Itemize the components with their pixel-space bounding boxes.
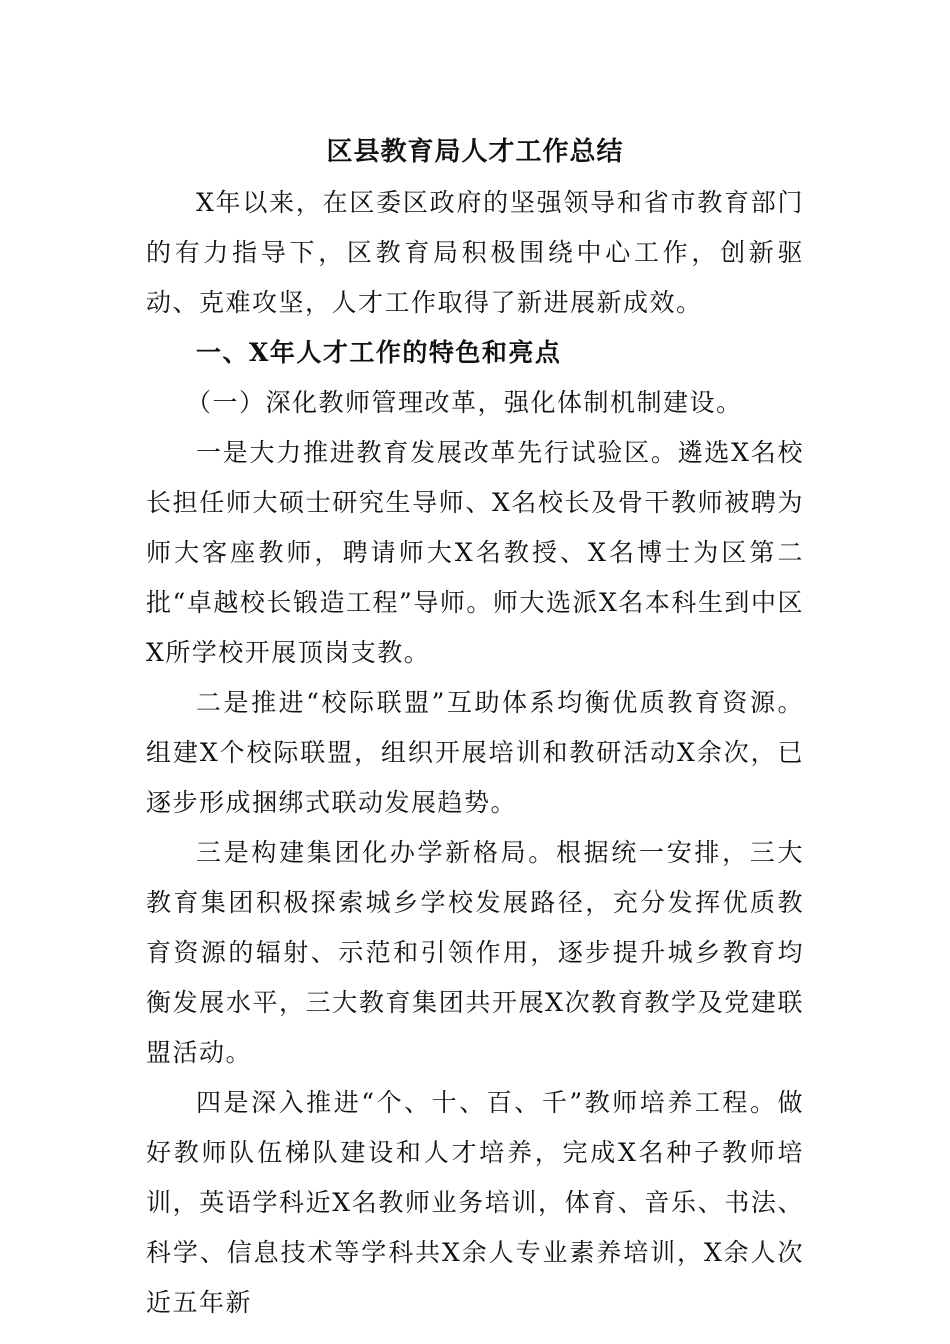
document-title: 区县教育局人才工作总结 [326,137,624,167]
body-paragraph: 三是构建集团化办学新格局。根据统一安排，三大教育集团积极探索城乡学校发展路径，充分发挥优质教育资源的辐射、示范和引领作用，逐步提升城乡教育均衡发展水平，三大教育集团共开展X次教育教学及党建联盟活动。 [146,838,804,1067]
body-paragraph: 一是大力推进教育发展改革先行试验区。遴选X名校长担任师大硕士研究生导师、X名校长及骨干教师被聘为师大客座教师，聘请师大X名教授、X名博士为区第二批“卓越校长锻造工程”导师。师大选派X名本科生到中区X所学校开展顶岗支教。 [146,438,804,667]
body-paragraph: 四是深入推进“个、十、百、千”教师培养工程。做好教师队伍梯队建设和人才培养，完成X名种子教师培训，英语学科近X名教师业务培训，体育、音乐、书法、科学、信息技术等学科共X余人专业素养培训，X余人次近五年新 [146,1088,804,1317]
document-page [146,128,804,1328]
intro-paragraph: X年以来，在区委区政府的坚强领导和省市教育部门的有力指导下，区教育局积极围绕中心工作，创新驱动、克难攻坚，人才工作取得了新进展新成效。 [146,188,804,317]
subsection-heading: （一）深化教师管理改革，强化体制机制建设。 [186,388,743,417]
section-heading: 一、X年人才工作的特色和亮点 [196,338,562,367]
body-paragraph: 二是推进“校际联盟”互助体系均衡优质教育资源。组建X个校际联盟，组织开展培训和教研活动X余次，已逐步形成捆绑式联动发展趋势。 [146,688,804,817]
